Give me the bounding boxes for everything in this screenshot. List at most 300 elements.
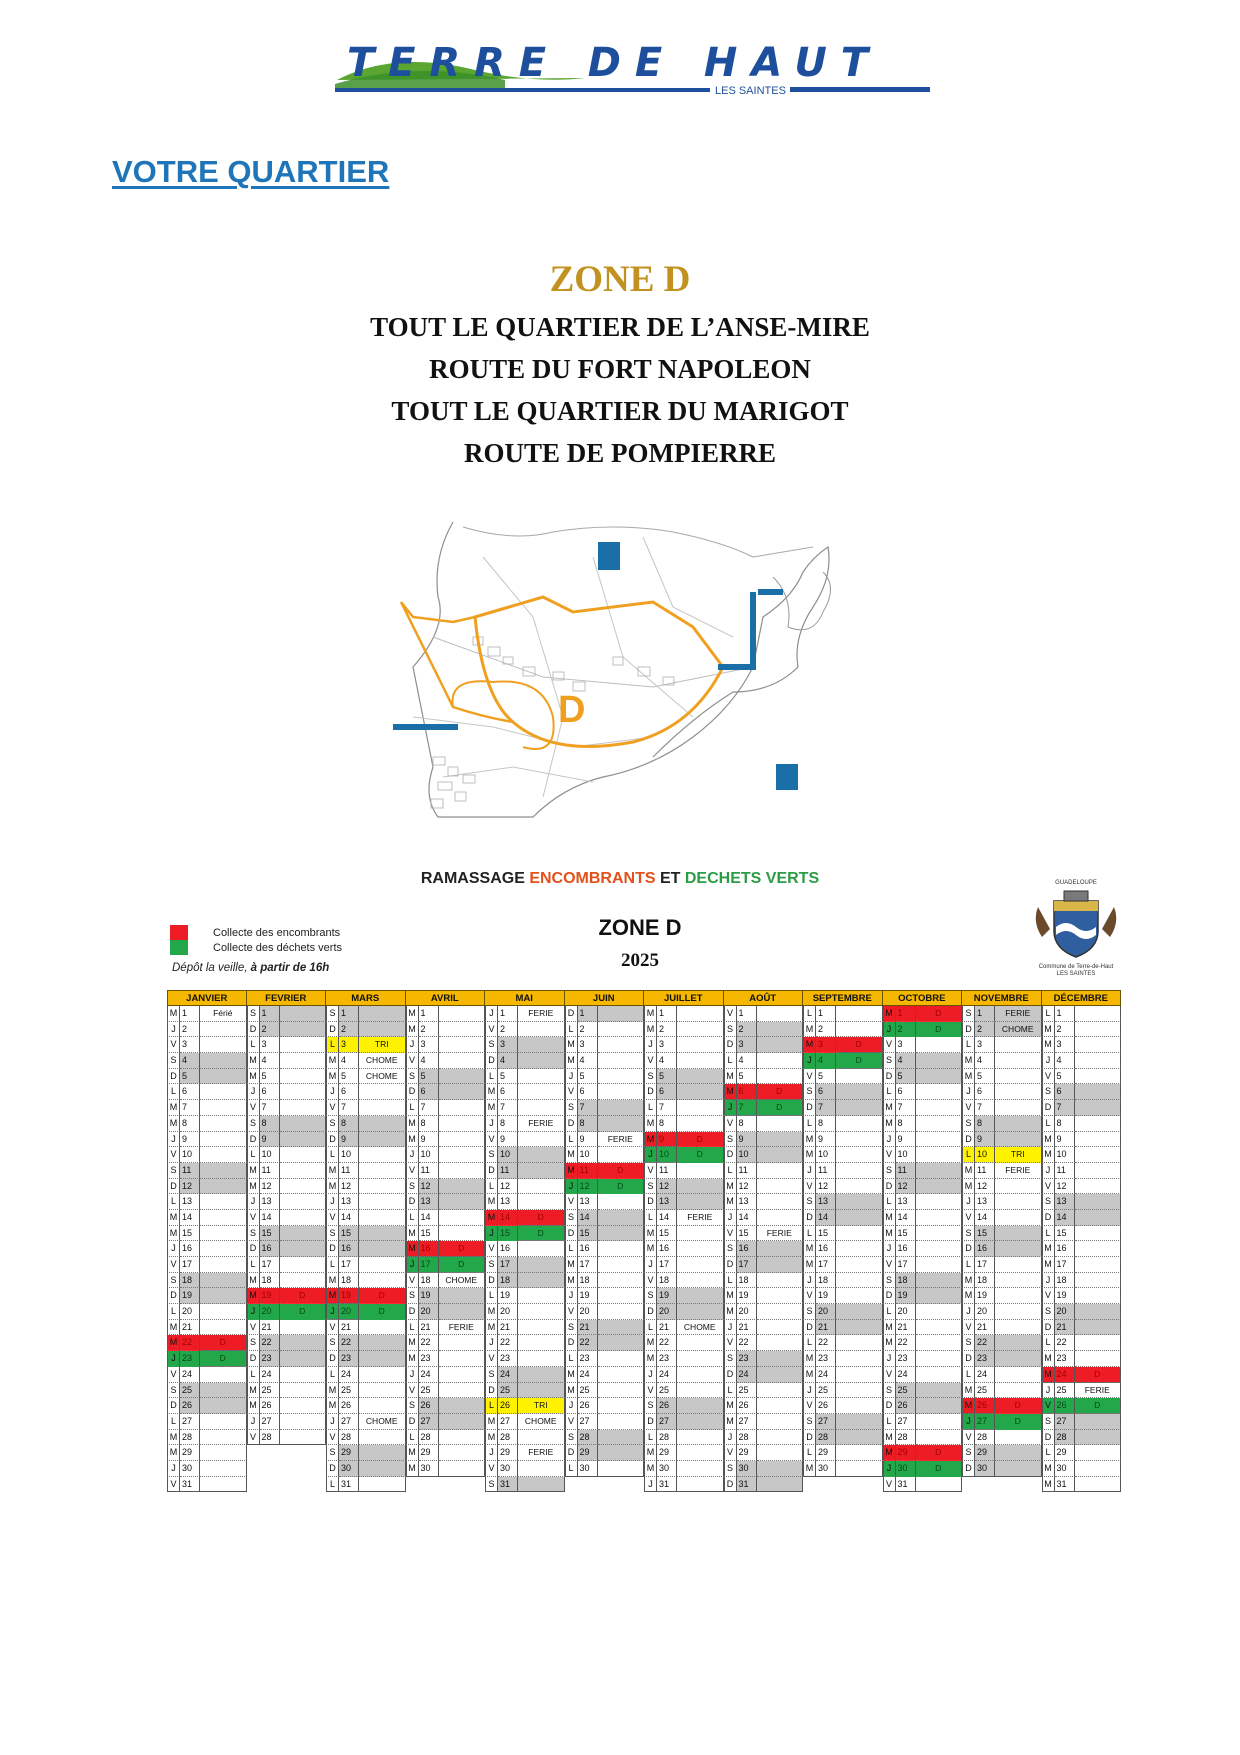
day-note (995, 1288, 1042, 1304)
day-letter: L (962, 1037, 975, 1053)
day-letter: D (883, 1288, 896, 1304)
day-number: 28 (498, 1430, 518, 1446)
day-number: 24 (816, 1367, 836, 1383)
day-letter: L (883, 1304, 896, 1320)
day-row (565, 1053, 645, 1069)
day-note: D (359, 1304, 406, 1320)
day-letter: L (406, 1320, 419, 1336)
day-note (1075, 1210, 1122, 1226)
day-note: D (916, 1445, 963, 1461)
day-number: 7 (498, 1100, 518, 1116)
day-row (962, 1147, 1042, 1163)
day-letter: J (1042, 1383, 1055, 1399)
day-row (326, 1006, 406, 1022)
day-row (247, 1147, 327, 1163)
day-note (439, 1084, 486, 1100)
day-note (280, 1163, 327, 1179)
day-note (598, 1367, 645, 1383)
day-row (724, 1241, 804, 1257)
day-row (406, 1147, 486, 1163)
day-note: FERIE (518, 1116, 565, 1132)
day-number: 17 (260, 1257, 280, 1273)
day-letter: L (803, 1006, 816, 1022)
day-note (200, 1398, 247, 1414)
day-note (836, 1006, 883, 1022)
day-note (995, 1194, 1042, 1210)
day-number: 10 (737, 1147, 757, 1163)
day-row (803, 1320, 883, 1336)
day-note (280, 1006, 327, 1022)
day-number: 12 (498, 1179, 518, 1195)
day-letter: S (406, 1069, 419, 1085)
day-number: 15 (816, 1226, 836, 1242)
day-letter: D (406, 1084, 419, 1100)
day-number: 13 (260, 1194, 280, 1210)
day-note: D (280, 1288, 327, 1304)
day-note (995, 1037, 1042, 1053)
day-letter: V (1042, 1288, 1055, 1304)
day-letter: J (644, 1367, 657, 1383)
day-letter: J (724, 1430, 737, 1446)
day-letter: V (326, 1320, 339, 1336)
day-row (883, 1304, 963, 1320)
day-number: 3 (180, 1037, 200, 1053)
day-note (836, 1241, 883, 1257)
day-number: 31 (737, 1477, 757, 1493)
day-note (995, 1241, 1042, 1257)
day-row (485, 1367, 565, 1383)
day-row (724, 1194, 804, 1210)
day-letter: L (962, 1257, 975, 1273)
day-letter: V (724, 1006, 737, 1022)
day-note (439, 1022, 486, 1038)
day-row (167, 1288, 247, 1304)
day-number: 23 (498, 1351, 518, 1367)
day-row (803, 1147, 883, 1163)
day-letter: M (247, 1179, 260, 1195)
day-number: 26 (419, 1398, 439, 1414)
day-letter: D (167, 1398, 180, 1414)
day-note (677, 1288, 724, 1304)
day-row (803, 1351, 883, 1367)
day-number: 16 (896, 1241, 916, 1257)
day-number: 20 (180, 1304, 200, 1320)
day-letter: M (803, 1461, 816, 1477)
day-number: 16 (498, 1241, 518, 1257)
day-number: 23 (260, 1351, 280, 1367)
month-column (1042, 990, 1122, 1492)
day-number: 21 (657, 1320, 677, 1336)
day-note (757, 1461, 804, 1477)
day-row (962, 1022, 1042, 1038)
day-note (1075, 1069, 1122, 1085)
day-row (167, 1037, 247, 1053)
day-note (598, 1241, 645, 1257)
day-note (995, 1367, 1042, 1383)
day-note (757, 1335, 804, 1351)
day-letter: D (724, 1367, 737, 1383)
day-letter: S (1042, 1304, 1055, 1320)
day-row (644, 1320, 724, 1336)
day-row (644, 1241, 724, 1257)
day-note (200, 1288, 247, 1304)
day-note (916, 1304, 963, 1320)
day-note (1075, 1304, 1122, 1320)
day-note (598, 1430, 645, 1446)
day-note (200, 1414, 247, 1430)
day-row (247, 1006, 327, 1022)
day-letter: V (167, 1257, 180, 1273)
day-letter: J (247, 1084, 260, 1100)
day-letter: M (406, 1006, 419, 1022)
day-note (598, 1053, 645, 1069)
day-number: 22 (737, 1335, 757, 1351)
day-number: 3 (975, 1037, 995, 1053)
day-number: 11 (498, 1163, 518, 1179)
day-number: 19 (737, 1288, 757, 1304)
day-letter: V (803, 1069, 816, 1085)
day-letter: D (803, 1210, 816, 1226)
day-letter: M (1042, 1257, 1055, 1273)
day-row (485, 1163, 565, 1179)
day-row (485, 1210, 565, 1226)
day-number: 27 (498, 1414, 518, 1430)
day-number: 17 (339, 1257, 359, 1273)
day-row (644, 1288, 724, 1304)
day-number: 23 (339, 1351, 359, 1367)
day-number: 5 (260, 1069, 280, 1085)
day-row (485, 1194, 565, 1210)
day-letter: S (644, 1288, 657, 1304)
day-number: 23 (737, 1351, 757, 1367)
day-note: D (757, 1100, 804, 1116)
day-number: 13 (816, 1194, 836, 1210)
day-note (916, 1335, 963, 1351)
day-note (359, 1335, 406, 1351)
collection-calendar (167, 990, 1121, 1492)
day-letter: L (247, 1147, 260, 1163)
depot-text: Dépôt la veille, (172, 962, 251, 974)
day-letter: M (485, 1320, 498, 1336)
day-row (406, 1163, 486, 1179)
day-note (359, 1210, 406, 1226)
day-letter: L (962, 1147, 975, 1163)
day-note (757, 1241, 804, 1257)
day-row (326, 1037, 406, 1053)
day-letter: M (883, 1320, 896, 1336)
day-note (836, 1116, 883, 1132)
day-row (406, 1383, 486, 1399)
day-number: 10 (896, 1147, 916, 1163)
day-letter: D (724, 1477, 737, 1493)
day-row (485, 1069, 565, 1085)
day-note (598, 1288, 645, 1304)
day-letter: M (485, 1414, 498, 1430)
day-number: 18 (1055, 1273, 1075, 1289)
day-note (280, 1053, 327, 1069)
day-row (565, 1320, 645, 1336)
day-letter: V (485, 1022, 498, 1038)
day-number: 20 (737, 1304, 757, 1320)
day-note (280, 1226, 327, 1242)
day-row (1042, 1304, 1122, 1320)
day-number: 8 (1055, 1116, 1075, 1132)
day-note (598, 1069, 645, 1085)
day-row (962, 1053, 1042, 1069)
day-number: 14 (339, 1210, 359, 1226)
day-row (724, 1288, 804, 1304)
day-number: 17 (578, 1257, 598, 1273)
day-row (247, 1398, 327, 1414)
day-number: 11 (657, 1163, 677, 1179)
day-number: 28 (260, 1430, 280, 1446)
month-column (167, 990, 247, 1492)
day-letter: D (406, 1414, 419, 1430)
day-note (677, 1116, 724, 1132)
day-number: 5 (180, 1069, 200, 1085)
day-note (836, 1179, 883, 1195)
day-number: 10 (578, 1147, 598, 1163)
day-row (326, 1241, 406, 1257)
day-number: 3 (737, 1037, 757, 1053)
day-number: 6 (737, 1084, 757, 1100)
day-number: 5 (498, 1069, 518, 1085)
day-note: D (757, 1084, 804, 1100)
day-number: 28 (657, 1430, 677, 1446)
day-row (247, 1226, 327, 1242)
day-letter: J (565, 1069, 578, 1085)
day-number: 20 (260, 1304, 280, 1320)
day-number: 22 (578, 1335, 598, 1351)
month-column (406, 990, 486, 1492)
day-letter: L (406, 1100, 419, 1116)
day-row (247, 1335, 327, 1351)
day-letter: S (644, 1398, 657, 1414)
terre-de-haut-logo (335, 40, 935, 102)
day-number: 4 (419, 1053, 439, 1069)
day-letter: M (247, 1069, 260, 1085)
day-row (565, 1367, 645, 1383)
day-note (280, 1210, 327, 1226)
day-number: 22 (498, 1335, 518, 1351)
day-number: 22 (657, 1335, 677, 1351)
day-note (1075, 1351, 1122, 1367)
day-number: 24 (578, 1367, 598, 1383)
day-letter: M (406, 1132, 419, 1148)
day-number: 1 (896, 1006, 916, 1022)
day-row (326, 1226, 406, 1242)
day-note (836, 1147, 883, 1163)
day-letter: S (247, 1006, 260, 1022)
day-note (359, 1241, 406, 1257)
day-row (962, 1445, 1042, 1461)
day-note (280, 1398, 327, 1414)
day-note (1075, 1445, 1122, 1461)
day-number: 31 (339, 1477, 359, 1493)
day-number: 25 (657, 1383, 677, 1399)
day-letter: L (485, 1398, 498, 1414)
day-number: 26 (975, 1398, 995, 1414)
day-number: 12 (180, 1179, 200, 1195)
day-number: 29 (896, 1445, 916, 1461)
day-number: 13 (737, 1194, 757, 1210)
day-note (757, 1430, 804, 1446)
day-letter: S (326, 1445, 339, 1461)
day-number: 31 (498, 1477, 518, 1493)
day-number: 25 (896, 1383, 916, 1399)
day-number: 30 (419, 1461, 439, 1477)
day-number: 24 (180, 1367, 200, 1383)
day-letter: V (406, 1273, 419, 1289)
day-row (1042, 1351, 1122, 1367)
day-letter: J (644, 1257, 657, 1273)
day-letter: M (167, 1430, 180, 1446)
day-row (724, 1398, 804, 1414)
day-letter: S (1042, 1194, 1055, 1210)
day-letter: M (883, 1006, 896, 1022)
day-note (598, 1383, 645, 1399)
day-letter: V (485, 1241, 498, 1257)
day-number: 19 (339, 1288, 359, 1304)
month-column (326, 990, 406, 1492)
day-letter: S (1042, 1084, 1055, 1100)
day-row (803, 1006, 883, 1022)
day-row (803, 1367, 883, 1383)
street-line: ROUTE DE POMPIERRE (463, 438, 777, 468)
day-number: 24 (419, 1367, 439, 1383)
day-row (565, 1304, 645, 1320)
day-row (803, 1116, 883, 1132)
day-number: 8 (896, 1116, 916, 1132)
day-letter: M (167, 1116, 180, 1132)
day-number: 11 (737, 1163, 757, 1179)
day-number: 6 (419, 1084, 439, 1100)
day-letter: M (167, 1320, 180, 1336)
day-letter: M (326, 1398, 339, 1414)
day-row (803, 1257, 883, 1273)
day-number: 3 (578, 1037, 598, 1053)
day-row (485, 1304, 565, 1320)
day-row (1042, 1335, 1122, 1351)
day-note (598, 1414, 645, 1430)
day-note: D (200, 1351, 247, 1367)
day-letter: M (644, 1335, 657, 1351)
day-number: 16 (339, 1241, 359, 1257)
day-number: 10 (657, 1147, 677, 1163)
day-row (962, 1383, 1042, 1399)
day-letter: V (883, 1367, 896, 1383)
day-letter: S (883, 1383, 896, 1399)
day-letter: J (326, 1414, 339, 1430)
day-letter: M (167, 1445, 180, 1461)
day-row (724, 1320, 804, 1336)
day-letter: V (247, 1430, 260, 1446)
day-row (1042, 1022, 1122, 1038)
day-note (995, 1273, 1042, 1289)
day-letter: M (644, 1241, 657, 1257)
day-letter: J (406, 1037, 419, 1053)
day-number: 10 (180, 1147, 200, 1163)
day-row (883, 1273, 963, 1289)
day-row (247, 1194, 327, 1210)
day-note (359, 1273, 406, 1289)
day-number: 3 (896, 1037, 916, 1053)
day-letter: M (724, 1069, 737, 1085)
day-number: 9 (578, 1132, 598, 1148)
day-note (280, 1273, 327, 1289)
day-note (359, 1163, 406, 1179)
day-number: 14 (1055, 1210, 1075, 1226)
day-row (644, 1351, 724, 1367)
day-number: 1 (339, 1006, 359, 1022)
day-note (836, 1335, 883, 1351)
day-letter: M (962, 1383, 975, 1399)
day-letter: S (803, 1194, 816, 1210)
day-note (677, 1430, 724, 1446)
day-row (724, 1053, 804, 1069)
day-letter: D (406, 1304, 419, 1320)
day-number: 6 (1055, 1084, 1075, 1100)
day-letter: V (724, 1226, 737, 1242)
day-letter: L (883, 1194, 896, 1210)
day-row (485, 1430, 565, 1446)
day-letter: J (565, 1288, 578, 1304)
day-note: TRI (518, 1398, 565, 1414)
day-letter: M (485, 1194, 498, 1210)
day-row (326, 1430, 406, 1446)
day-number: 13 (578, 1194, 598, 1210)
day-note (518, 1367, 565, 1383)
day-row (326, 1100, 406, 1116)
day-note (757, 1257, 804, 1273)
day-number: 30 (657, 1461, 677, 1477)
day-letter: M (1042, 1477, 1055, 1493)
day-row (326, 1210, 406, 1226)
day-row (803, 1241, 883, 1257)
day-letter: D (1042, 1210, 1055, 1226)
day-letter: L (1042, 1335, 1055, 1351)
day-number: 10 (1055, 1147, 1075, 1163)
day-letter: D (803, 1320, 816, 1336)
day-row (167, 1398, 247, 1414)
day-note: CHOME (359, 1414, 406, 1430)
day-row (167, 1006, 247, 1022)
day-letter: M (1042, 1461, 1055, 1477)
day-letter: J (644, 1037, 657, 1053)
day-number: 21 (1055, 1320, 1075, 1336)
day-number: 22 (260, 1335, 280, 1351)
day-letter: V (565, 1084, 578, 1100)
day-letter: V (883, 1037, 896, 1053)
day-row (644, 1132, 724, 1148)
day-row (1042, 1194, 1122, 1210)
day-note (359, 1132, 406, 1148)
day-note (677, 1383, 724, 1399)
day-row (803, 1194, 883, 1210)
day-row (167, 1194, 247, 1210)
day-letter: M (962, 1273, 975, 1289)
day-number: 31 (1055, 1477, 1075, 1493)
day-letter: L (167, 1304, 180, 1320)
day-row (803, 1053, 883, 1069)
day-number: 20 (498, 1304, 518, 1320)
day-number: 30 (896, 1461, 916, 1477)
day-row (1042, 1084, 1122, 1100)
day-letter: D (167, 1069, 180, 1085)
day-row (1042, 1414, 1122, 1430)
day-note (518, 1383, 565, 1399)
day-note (677, 1398, 724, 1414)
